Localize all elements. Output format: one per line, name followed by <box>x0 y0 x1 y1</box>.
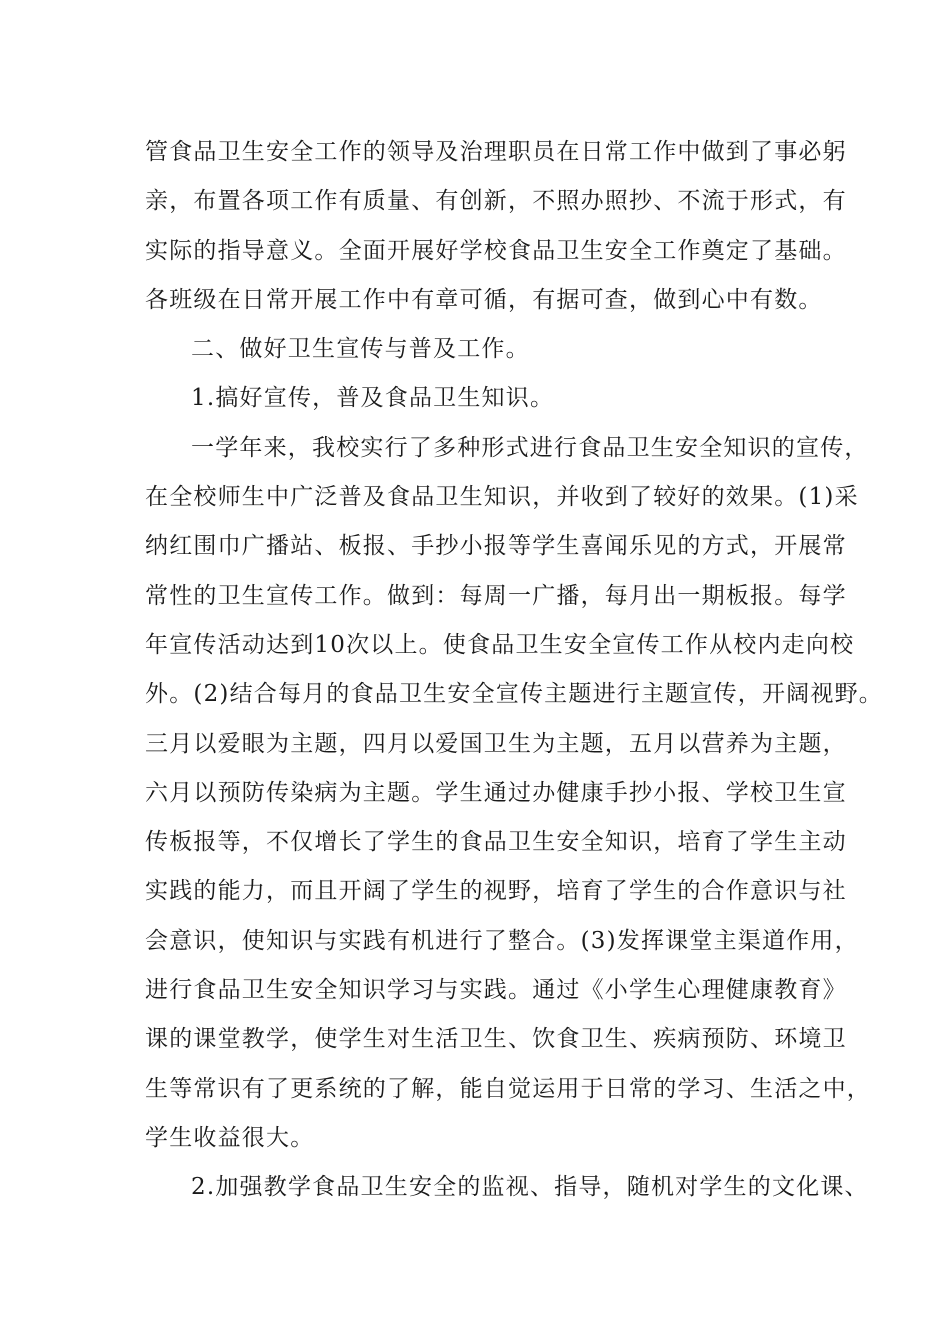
body-text <box>145 128 883 1213</box>
text-line: 六月以预防传染病为主题。学生通过办健康手抄小报、学校卫生宣 <box>145 779 847 806</box>
text-line: 常性的卫生宣传工作。做到：每周一广播，每月出一期板报。每学 <box>145 582 847 609</box>
text-line: 年宣传活动达到10次以上。使食品卫生安全宣传工作从校内走向校 <box>145 631 855 658</box>
section-heading: 二、做好卫生宣传与普及工作。 <box>191 336 530 363</box>
text-line: 实际的指导意义。全面开展好学校食品卫生安全工作奠定了基础。 <box>145 237 847 264</box>
text-line: 各班级在日常开展工作中有章可循，有据可查，做到心中有数。 <box>145 286 823 313</box>
text-line: 学生收益很大。 <box>145 1124 315 1151</box>
text-line: 外。(2)结合每月的食品卫生安全宣传主题进行主题宣传，开阔视野。 <box>145 681 883 708</box>
text-line: 实践的能力，而且开阔了学生的视野，培育了学生的合作意识与社 <box>145 878 847 905</box>
text-line: 在全校师生中广泛普及食品卫生知识，并收到了较好的效果。(1)采 <box>145 484 859 511</box>
text-line: 生等常识有了更系统的了解，能自觉运用于日常的学习、生活之中， <box>145 1075 871 1102</box>
paragraph-start-line: 一学年来，我校实行了多种形式进行食品卫生安全知识的宣传， <box>191 434 869 461</box>
text-line: 课的课堂教学，使学生对生活卫生、饮食卫生、疾病预防、环境卫 <box>145 1026 847 1053</box>
text-line: 传板报等，不仅增长了学生的食品卫生安全知识，培育了学生主动 <box>145 829 847 856</box>
text-line: 纳红围巾广播站、板报、手抄小报等学生喜闻乐见的方式，开展常 <box>145 533 847 560</box>
text-line: 三月以爱眼为主题，四月以爱国卫生为主题，五月以营养为主题， <box>145 730 847 757</box>
subsection-heading: 2.加强教学食品卫生安全的监视、指导，随机对学生的文化课、 <box>191 1174 869 1201</box>
subsection-heading: 1.搞好宣传，普及食品卫生知识。 <box>191 385 555 412</box>
text-line: 进行食品卫生安全知识学习与实践。通过《小学生心理健康教育》 <box>145 977 847 1004</box>
text-line: 会意识，使知识与实践有机进行了整合。(3)发挥课堂主渠道作用， <box>145 927 859 954</box>
text-line: 亲，布置各项工作有质量、有创新，不照办照抄、不流于形式，有 <box>145 188 847 215</box>
text-line: 管食品卫生安全工作的领导及治理职员在日常工作中做到了事必躬 <box>145 139 847 165</box>
